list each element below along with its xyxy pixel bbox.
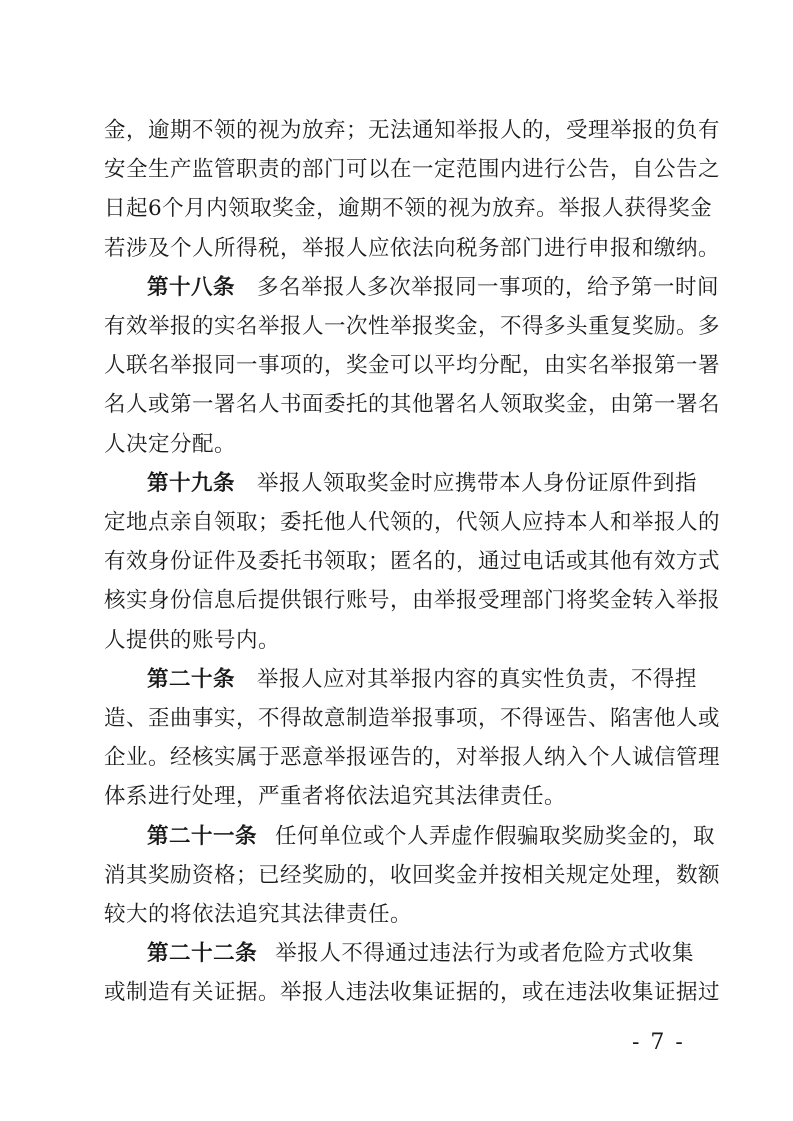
paragraph-line: 有效举报的实名举报人一次性举报奖金，不得多头重复奖励。多 — [104, 314, 721, 339]
paragraph-line: 或制造有关证据。举报人违法收集证据的，或在违法收集证据过 — [104, 980, 721, 1006]
article-22-first-line — [147, 943, 694, 965]
paragraph-line: 人决定分配。 — [104, 431, 237, 457]
paragraph-line: 核实身份信息后提供银行账号，由举报受理部门将奖金转入举报 — [104, 588, 721, 614]
article-text: 举报人不得通过违法行为或者危险方式收集 — [275, 941, 694, 967]
paragraph-line: 造、歪曲事实，不得故意制造举报事项，不得诬告、陷害他人或 — [104, 706, 721, 731]
paragraph-line: 定地点亲自领取；委托他人代领的，代领人应持本人和举报人的 — [104, 510, 721, 535]
article-19-first-line — [147, 470, 698, 496]
article-text: 举报人领取奖金时应携带本人身份证原件到指 — [257, 470, 698, 496]
paragraph-line: 有效身份证件及委托书领取；匿名的，通过电话或其他有效方式 — [104, 549, 721, 575]
paragraph-line: 人提供的账号内。 — [104, 627, 281, 653]
article-title: 第二十一条 — [147, 823, 258, 849]
paragraph-line: 体系进行处理，严重者将依法追究其法律责任。 — [104, 784, 567, 810]
paragraph-line: 名人或第一署名人书面委托的其他署名人领取奖金，由第一署名 — [104, 392, 721, 418]
paragraph-line: 企业。经核实属于恶意举报诬告的，对举报人纳入个人诚信管理 — [104, 745, 721, 771]
article-text: 多名举报人多次举报同一事项的，给予第一时间 — [257, 274, 720, 300]
paragraph-line: 人联名举报同一事项的，奖金可以平均分配，由实名举报第一署 — [104, 353, 721, 379]
paragraph-line: 较大的将依法追究其法律责任。 — [104, 902, 413, 927]
paragraph-line: 消其奖励资格；已经奖励的，收回奖金并按相关规定处理，数额 — [104, 862, 721, 888]
article-20-first-line — [147, 666, 698, 692]
paragraph-line: 若涉及个人所得税，举报人应依法向税务部门进行申报和缴纳。 — [104, 235, 721, 261]
article-title: 第二十条 — [147, 666, 236, 692]
paragraph-line: 安全生产监管职责的部门可以在一定范围内进行公告，自公告之 — [104, 157, 721, 183]
paragraph-line: 日起6个月内领取奖金，逾期不领的视为放弃。举报人获得奖金 — [104, 196, 713, 222]
article-text: 举报人应对其举报内容的真实性负责，不得捏 — [257, 666, 698, 692]
article-text: 任何单位或个人弄虚作假骗取奖励奖金的，取 — [275, 823, 716, 849]
article-21-first-line — [147, 823, 716, 849]
page-number: - 7 - — [632, 1029, 685, 1055]
article-title: 第十九条 — [147, 470, 236, 496]
paragraph-line: 金，逾期不领的视为放弃；无法通知举报人的，受理举报的负有 — [104, 118, 721, 143]
article-18-first-line — [147, 274, 720, 300]
article-title: 第十八条 — [147, 274, 236, 300]
article-title: 第二十二条 — [147, 941, 258, 967]
